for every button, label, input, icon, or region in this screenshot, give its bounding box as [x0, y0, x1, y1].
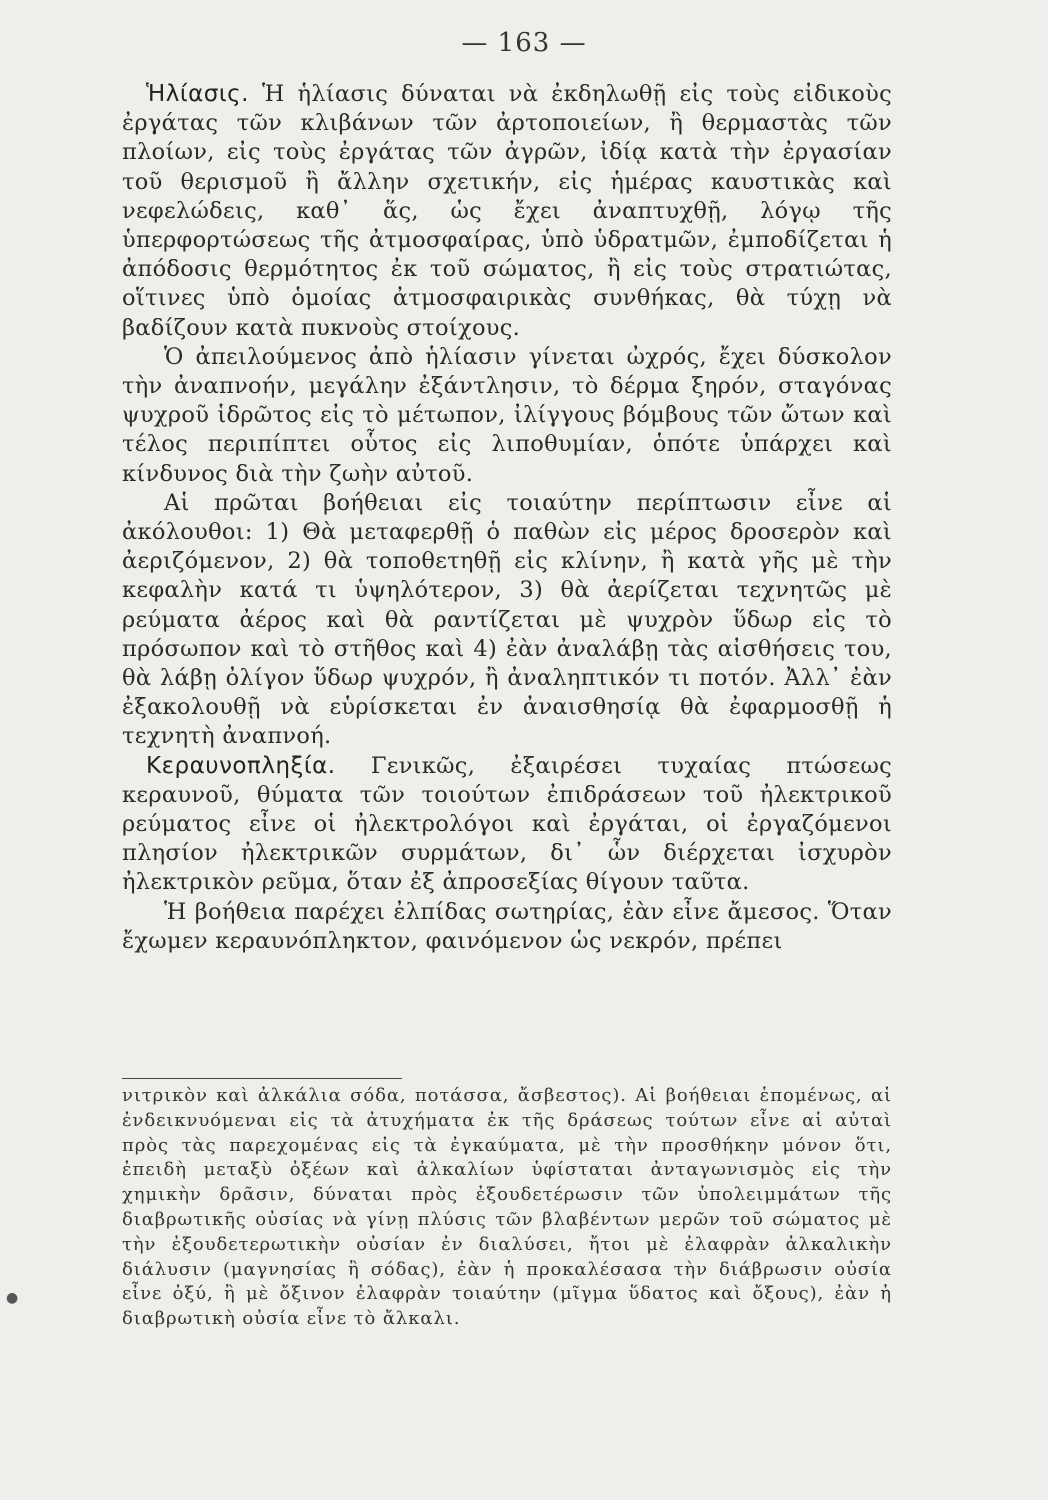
paragraph-text: Γενικῶς, ἐξαιρέσει τυχαίας πτώσεως κεραυνοῦ, θύματα τῶν τοιούτων ἐπιδράσεων τοῦ ἠλεκτρικοῦ ρεύματος εἶνε οἱ ἠλεκτρολόγοι καὶ ἐργάται, οἱ ἐργαζόμενοι πλησίον ἠλεκτρικῶν συρμάτων, δι᾽ ὧν διέρχεται ἰσχυρὸν ἠλεκτρικὸν ρεῦμα, ὅταν ἐξ ἀπροσεξίας θίγουν ταῦτα. — [122, 752, 892, 896]
paragraph-lightning — [122, 752, 892, 898]
paragraph-help — [122, 898, 892, 956]
section-heading-lightning: Κεραυνοπληξία. — [146, 752, 336, 779]
paragraph-heliasis — [122, 80, 892, 343]
paragraph-symptoms — [122, 343, 892, 489]
page-number: — 163 — — [461, 28, 587, 58]
paragraph-first-aid — [122, 489, 892, 752]
paragraph-text: Ἡ ἡλίασις δύναται νὰ ἐκδηλωθῇ εἰς τοὺς εἰδικοὺς ἐργάτας τῶν κλιβάνων τῶν ἀρτοποιείων, ἢ θερμαστὰς τῶν πλοίων, εἰς τοὺς ἐργάτας τῶν ἀγρῶν, ἰδίᾳ κατὰ τὴν ἐργασίαν τοῦ θερισμοῦ ἢ ἄλλην σχετικήν, εἰς ἡμέρας καυστικὰς καὶ νεφελώδεις, καθ᾽ ἅς, ὡς ἔχει ἀναπτυχθῇ, λόγῳ τῆς ὑπερφορτώσεως τῆς ἀτμοσφαίρας, ὑπὸ ὑδρατμῶν, ἐμποδίζεται ἡ ἀπόδοσις θερμότητος ἐκ τοῦ σώματος, ἢ εἰς τοὺς στρατιώτας, οἵτινες ὑπὸ ὁμοίας ἀτμοσφαιρικὰς συνθήκας, θὰ τύχῃ νὰ βαδίζουν κατὰ πυκνοὺς στοίχους. — [122, 81, 892, 341]
paragraph-text: Αἱ πρῶται βοήθειαι εἰς τοιαύτην περίπτωσιν εἶνε αἱ ἀκόλουθοι: 1) Θὰ μεταφερθῇ ὁ παθὼν εἰς μέρος δροσερὸν καὶ ἀεριζόμενον, 2) θὰ τοποθετηθῇ εἰς κλίνην, ἢ κατὰ γῆς μὲ τὴν κεφαλὴν κατά τι ὑψηλότερον, 3) θὰ ἀερίζεται τεχνητῶς μὲ ρεύματα ἀέρος καὶ θὰ ραντίζεται μὲ ψυχρὸν ὕδωρ εἰς τὸ πρόσωπον καὶ τὸ στῆθος καὶ 4) ἐὰν ἀναλάβῃ τὰς αἰσθήσεις του, θὰ λάβῃ ὀλίγον ὕδωρ ψυχρόν, ἢ ἀναληπτικόν τι ποτόν. Ἀλλ᾽ ἐὰν ἐξακολουθῇ νὰ εὑρίσκεται ἐν ἀναισθησίᾳ θὰ ἐφαρμοσθῇ ἡ τεχνητὴ ἀναπνοή. — [122, 489, 892, 750]
main-text — [122, 80, 892, 956]
paragraph-text: Ἡ βοήθεια παρέχει ἐλπίδας σωτηρίας, ἐὰν εἶνε ἄμεσος. Ὅταν ἔχωμεν κεραυνόπληκτον, φαινόμενον ὡς νεκρόν, πρέπει — [122, 898, 892, 954]
footnote-rule — [122, 1078, 402, 1079]
margin-mark: ● — [6, 1290, 19, 1306]
footnote: νιτρικὸν καὶ ἀλκάλια σόδα, ποτάσσα, ἄσβεστος). Αἱ βοήθειαι ἑπομένως, αἱ ἐνδεικνυόμεναι εἰς τὰ ἀτυχήματα ἐκ τῆς δράσεως τούτων εἶνε αἱ αὐταὶ πρὸς τὰς παρεχομένας εἰς τὰ ἐγκαύματα, μὲ τὴν προσθήκην μόνον ὅτι, ἐπειδὴ μεταξὺ ὀξέων καὶ ἀλκαλίων ὑφίσταται ἀνταγωνισμὸς εἰς τὴν χημικὴν δρᾶσιν, δύναται πρὸς ἐξουδετέρωσιν τῶν ὑπολειμμάτων τῆς διαβρωτικῆς οὐσίας νὰ γίνῃ πλύσις τῶν βλαβέντων μερῶν τοῦ σώματος μὲ τὴν ἐξουδετερωτικὴν οὐσίαν ἐν διαλύσει, ἤτοι μὲ ἐλαφρὰν ἀλκαλικὴν διάλυσιν (μαγνησίας ἢ σόδας), ἐὰν ἡ προκαλέσασα τὴν διάβρωσιν οὐσία εἶνε ὀξύ, ἢ μὲ ὄξινον ἐλαφρὰν τοιαύτην (μῖγμα ὕδατος καὶ ὄξους), ἐὰν ἡ διαβρωτικὴ οὐσία εἶνε τὸ ἄλκαλι. — [122, 1085, 892, 1330]
section-heading-heliasis: Ἡλίασις. — [146, 81, 249, 107]
paragraph-text: Ὁ ἀπειλούμενος ἀπὸ ἡλίασιν γίνεται ὠχρός, ἔχει δύσκολον τὴν ἀναπνοήν, μεγάλην ἐξάντλησιν, τὸ δέρμα ξηρόν, σταγόνας ψυχροῦ ἱδρῶτος εἰς τὸ μέτωπον, ἰλίγγους βόμβους τῶν ὤτων καὶ τέλος περιπίπτει οὗτος εἰς λιποθυμίαν, ὁπότε ὑπάρχει καὶ κίνδυνος διὰ τὴν ζωὴν αὐτοῦ. — [122, 343, 892, 487]
